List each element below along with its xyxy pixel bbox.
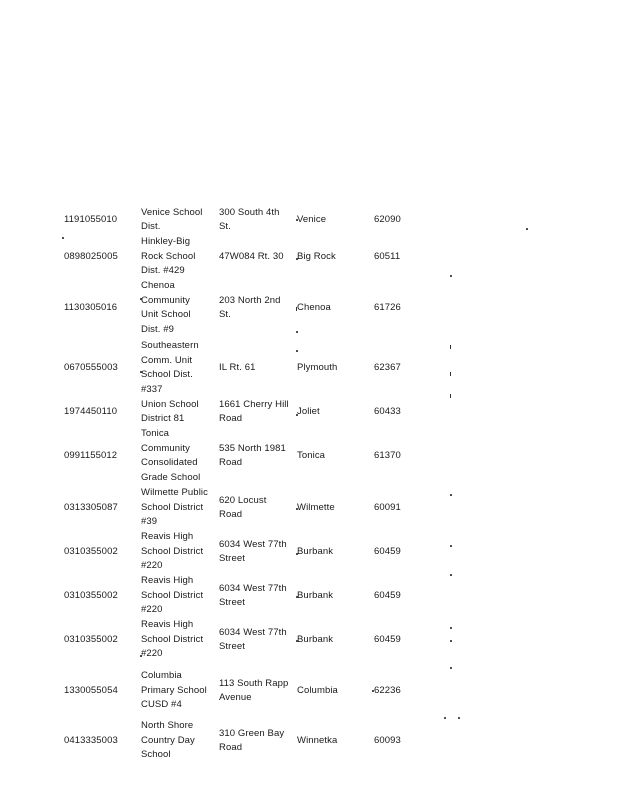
district-id-cell: 0310355002 <box>64 589 118 601</box>
scan-speck <box>450 574 452 576</box>
scan-speck <box>296 553 298 555</box>
district-name-cell: Wilmette Public School District #39 <box>141 487 208 528</box>
address-cell: 6034 West 77th Street <box>219 582 287 608</box>
zip-cell: 60511 <box>374 250 401 262</box>
address-cell: 310 Green Bay Road <box>219 727 285 753</box>
district-name-cell: Chenoa Community Unit School Dist. #9 <box>141 280 191 335</box>
zip-cell: 62236 <box>374 684 401 696</box>
district-id-cell: 1191055010 <box>64 213 118 225</box>
address-cell: 6034 West 77th Street <box>219 538 287 564</box>
district-name-cell: Reavis High School District #220 <box>141 575 204 616</box>
zip-cell: 60459 <box>374 545 401 557</box>
zip-cell: 60091 <box>374 501 401 513</box>
scan-speck <box>444 717 446 719</box>
scan-speck <box>140 298 142 300</box>
district-id-cell: 0413335003 <box>64 734 118 746</box>
scan-speck <box>296 640 298 642</box>
scan-speck <box>296 258 298 260</box>
district-id-cell: 0991155012 <box>64 449 118 461</box>
district-name-cell: Reavis High School District #220 <box>141 619 204 660</box>
district-id-cell: 0898025005 <box>64 250 118 262</box>
zip-cell: 60433 <box>374 405 401 417</box>
scan-speck <box>450 627 452 629</box>
zip-cell: 60459 <box>374 589 401 601</box>
scan-speck <box>296 508 298 510</box>
district-name-cell: Reavis High School District #220 <box>141 531 204 572</box>
scan-speck <box>450 640 452 642</box>
city-cell: Burbank <box>297 545 334 557</box>
address-cell: IL Rt. 61 <box>219 361 256 373</box>
zip-cell: 61370 <box>374 449 401 461</box>
zip-cell: 61726 <box>374 301 401 313</box>
district-id-cell: 1330055054 <box>64 684 118 696</box>
scan-speck <box>296 596 298 598</box>
district-name-cell: Union School District 81 <box>141 398 199 424</box>
address-cell: 47W084 Rt. 30 <box>219 250 284 262</box>
district-id-cell: 0310355002 <box>64 633 118 645</box>
scan-speck <box>450 494 452 496</box>
scan-speck <box>450 394 451 398</box>
scan-speck <box>62 237 64 239</box>
city-cell: Burbank <box>297 633 334 645</box>
scan-speck <box>526 228 528 230</box>
scan-speck <box>296 307 297 311</box>
district-id-cell: 0313305087 <box>64 501 118 513</box>
district-id-cell: 0670555003 <box>64 361 118 373</box>
scan-speck <box>450 372 451 376</box>
address-cell: 203 North 2nd St. <box>219 294 281 320</box>
scan-speck <box>296 350 298 352</box>
zip-cell: 60093 <box>374 734 401 746</box>
city-cell: Venice <box>297 213 327 225</box>
district-name-cell: Southeastern Comm. Unit School Dist. #337 <box>141 340 199 395</box>
scan-speck <box>140 655 142 657</box>
scan-speck <box>450 545 452 547</box>
district-id-cell: 1130305016 <box>64 301 118 313</box>
scan-speck <box>450 345 451 349</box>
address-cell: 6034 West 77th Street <box>219 626 287 652</box>
district-name-cell: Columbia Primary School CUSD #4 <box>141 670 207 711</box>
scan-speck <box>450 275 452 277</box>
district-name-cell: Venice School Dist. <box>141 206 203 232</box>
scan-speck <box>140 371 142 373</box>
zip-cell: 62367 <box>374 361 401 373</box>
address-cell: 113 South Rapp Avenue <box>219 677 289 703</box>
city-cell: Winnetka <box>297 734 338 746</box>
zip-cell: 60459 <box>374 633 401 645</box>
scan-speck <box>296 331 298 333</box>
city-cell: Big Rock <box>297 250 336 262</box>
city-cell: Joliet <box>297 405 320 417</box>
city-cell: Burbank <box>297 589 334 601</box>
scan-speck <box>372 690 374 692</box>
district-name-cell: North Shore Country Day School <box>141 720 195 761</box>
city-cell: Chenoa <box>297 301 331 313</box>
city-cell: Plymouth <box>297 361 338 373</box>
address-cell: 620 Locust Road <box>219 494 267 520</box>
scan-speck <box>458 717 460 719</box>
city-cell: Wilmette <box>297 501 335 513</box>
city-cell: Tonica <box>297 449 326 461</box>
district-name-cell: Hinkley-Big Rock School Dist. #429 <box>141 236 196 277</box>
district-name-cell: Tonica Community Consolidated Grade School <box>141 428 201 483</box>
address-cell: 1661 Cherry Hill Road <box>219 398 289 424</box>
district-id-cell: 1974450110 <box>64 405 118 417</box>
scan-speck <box>450 667 452 669</box>
address-cell: 300 South 4th St. <box>219 206 280 232</box>
city-cell: Columbia <box>297 684 338 696</box>
district-id-cell: 0310355002 <box>64 545 118 557</box>
address-cell: 535 North 1981 Road <box>219 442 286 468</box>
scan-speck <box>296 219 298 221</box>
scan-speck <box>296 414 298 416</box>
zip-cell: 62090 <box>374 213 401 225</box>
